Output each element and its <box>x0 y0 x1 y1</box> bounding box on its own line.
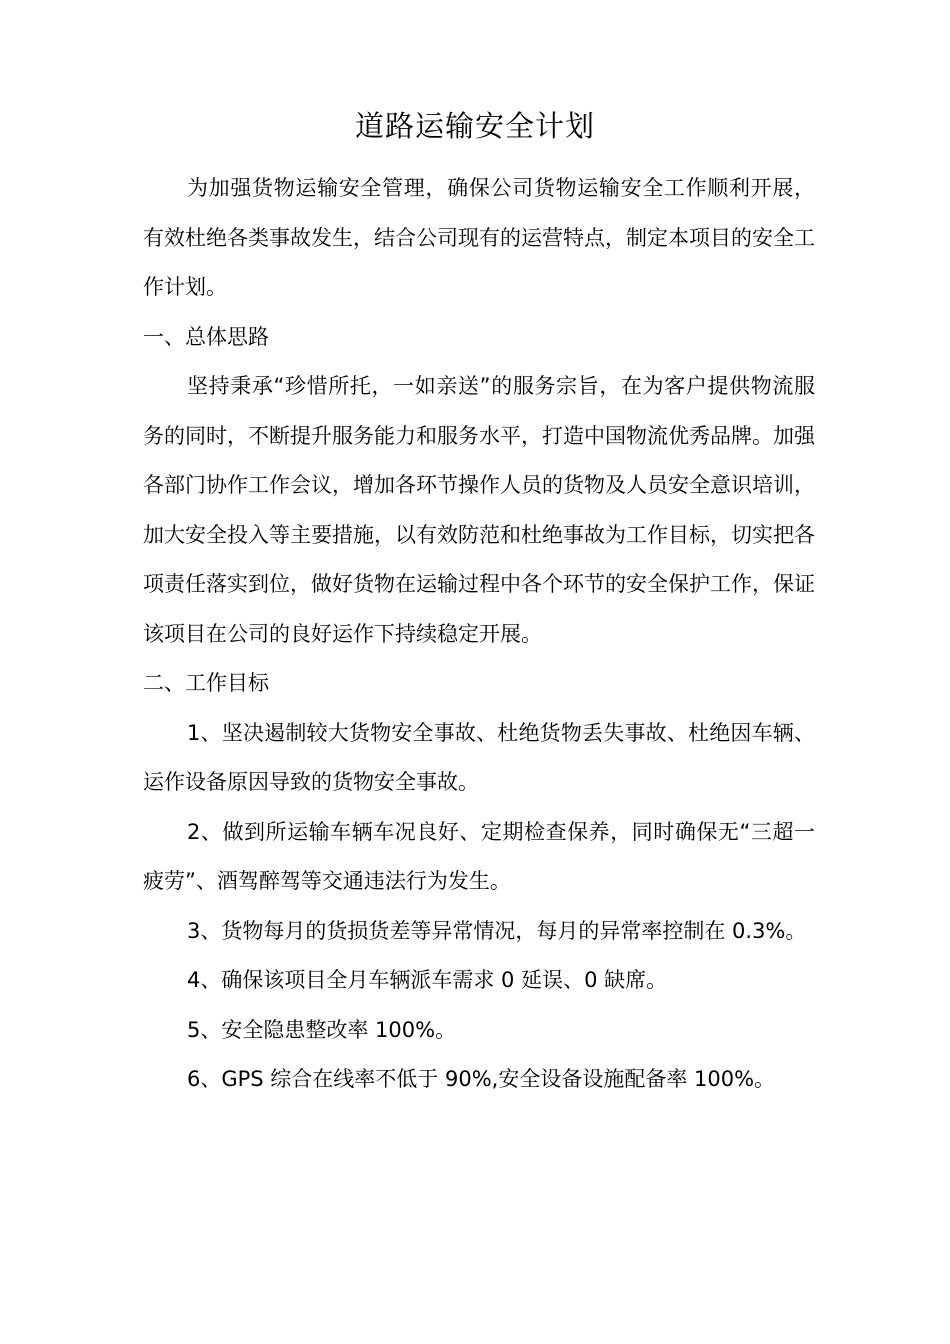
goal-item: 1、坚决遏制较大货物安全事故、杜绝货物丢失事故、杜绝因车辆、运作设备原因导致的货物安全事故。 <box>143 720 815 794</box>
document-title: 道路运输安全计划 <box>354 109 595 143</box>
goal-item: 3、货物每月的货损货差等异常情况，每月的异常率控制在 0.3%。 <box>187 918 807 943</box>
section-heading-work-goals: 二、工作目标 <box>143 671 269 695</box>
section-heading-overall-approach: 一、总体思路 <box>143 324 269 349</box>
document-body <box>143 164 815 1105</box>
goal-item: 2、做到所运输车辆车况良好、定期检查保养，同时确保无“三超一疲劳”、酒驾醉驾等交通违法行为发生。 <box>143 819 815 893</box>
goal-item: 4、确保该项目全月车辆派车需求 0 延误、0 缺席。 <box>187 968 668 992</box>
overall-approach-paragraph: 坚持秉承“珍惜所托，一如亲送”的服务宗旨，在为客户提供物流服务的同时，不断提升服务能力和服务水平，打造中国物流优秀品牌。加强各部门协作工作会议，增加各环节操作人员的货物及人员安全意识培训，加大安全投入等主要措施，以有效防范和杜绝事故为工作目标，切实把各项责任落实到位，做好货物在运输过程中各个环节的安全保护工作，保证该项目在公司的良好运作下持续稳定开展。 <box>143 374 815 646</box>
intro-paragraph: 为加强货物运输安全管理，确保公司货物运输安全工作顺利开展，有效杜绝各类事故发生，结合公司现有的运营特点，制定本项目的安全工作计划。 <box>143 176 815 299</box>
goal-item: 6、GPS 综合在线率不低于 90%,安全设备设施配备率 100%。 <box>187 1067 776 1091</box>
goal-item: 5、安全隐患整改率 100%。 <box>187 1017 457 1042</box>
